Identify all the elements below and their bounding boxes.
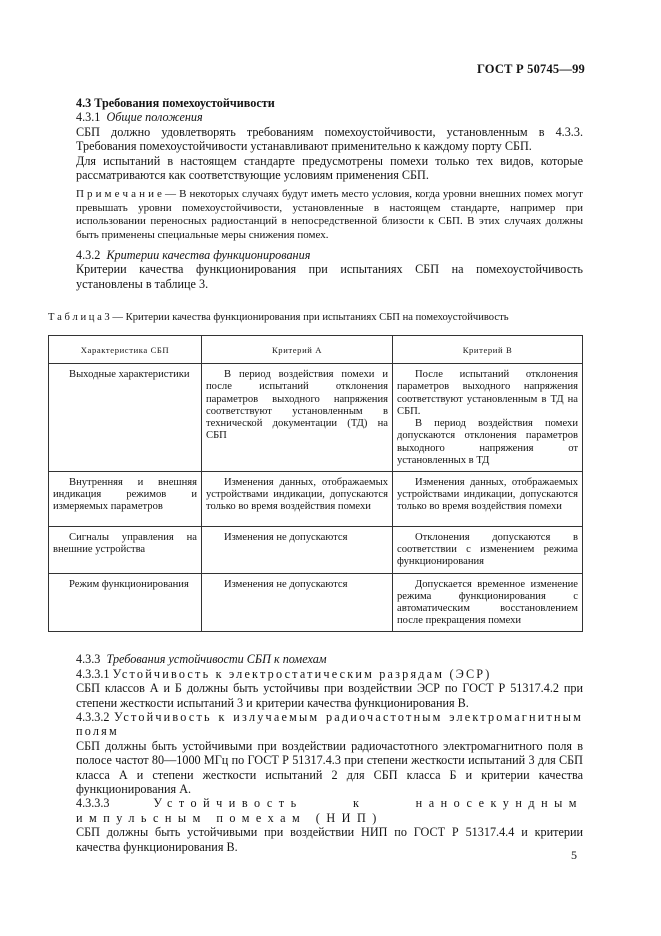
table-cell — [49, 471, 202, 526]
cell-text: Внутренняя и внешняя индикация режимов и измеряемых параметров — [53, 476, 197, 513]
table-header-cell: Характеристика СБП — [49, 336, 202, 364]
page-number: 5 — [571, 848, 577, 862]
subsection-number: 4.3.3 — [76, 652, 101, 667]
subsection-number: 4.3.1 — [76, 110, 101, 125]
subsection-heading-4-3-2 — [76, 248, 583, 262]
subsection-number: 4.3.2 — [76, 248, 101, 263]
table-cell — [202, 471, 393, 526]
table-cell — [202, 573, 393, 632]
table-row — [49, 471, 583, 526]
table-header-cell: Критерий А — [202, 336, 393, 364]
cell-text: Изменения не допускаются — [224, 578, 348, 590]
table-cell — [393, 526, 583, 573]
subsection-heading-4-3-3 — [76, 652, 583, 666]
table-header-row — [49, 336, 583, 364]
paragraph-requirements: СБП должно удовлетворять требованиям помехоустойчивости, установленным в 4.3.3. Требования помехоустойчивости устанавливают применительно к каждому порту СБП. — [76, 124, 583, 154]
cell-text: Выходные характеристики — [69, 369, 190, 381]
criteria-table — [48, 335, 583, 632]
clause-text-esd: СБП классов А и Б должны быть устойчивы при воздействии ЭСР по ГОСТ Р 51317.4.2 при степени жесткости испытаний 3 и критерии качества функционирования В. — [76, 681, 583, 710]
note-label: П р и м е ч а н и е — [76, 188, 162, 201]
clause-heading-4-3-3-3 — [76, 796, 583, 825]
table-cell — [202, 364, 393, 472]
table-caption — [48, 311, 583, 324]
cell-text: Изменения данных, отображаемых устройствами индикации, допускаются только во время воздействия помехи — [397, 476, 578, 513]
table-caption-text: — Критерии качества функционирования при испытаниях СБП на помехоустойчивость — [109, 312, 509, 324]
clause-heading-4-3-3-2 — [76, 710, 583, 739]
cell-text: В период воздействия помехи допускаются отклонения параметров выходного напряжения от установленных в ТД — [397, 418, 578, 466]
note-text: — В некоторых случаях будут иметь место условия, когда уровни внешних помех могут превышать уровни помехоустойчивости, установленные в настоящем стандарте, например при использовании переносных радиостанций в непосредственной близости к СБП. В этих случаях должны быть применены специальные меры снижения помех. — [76, 188, 583, 241]
subsection-title: Критерии качества функционирования — [106, 248, 311, 263]
table-caption-label: Т а б л и ц а 3 — [48, 312, 110, 324]
clause-number: 4.3.3.1 — [76, 666, 110, 681]
clause-title: Устойчивость к излучаемым радиочастотным электромагнитным полям — [76, 709, 583, 739]
table-cell — [393, 573, 583, 632]
table-cell — [49, 364, 202, 472]
spacer — [76, 632, 583, 652]
cell-text: Режим функционирования — [69, 578, 189, 590]
clause-number: 4.3.3.2 — [76, 709, 110, 724]
table-row — [49, 364, 583, 472]
clause-number: 4.3.3.3 — [76, 796, 110, 811]
cell-text: Изменения не допускаются — [224, 531, 348, 543]
clause-title: Устойчивость к электростатическим разрядам (ЭСР) — [112, 666, 492, 681]
spacer — [76, 291, 583, 311]
clause-title: Устойчивость к наносекундным импульсным помехам (НИП) — [76, 796, 583, 825]
clause-text-rf: СБП должны быть устойчивыми при воздействии радиочастотного электромагнитного поля в полосе частот 80—1000 МГц по ГОСТ Р 51317.4.3 при степени жесткости испытаний 3 для СБП класса А и степени жесткости испытаний 2 для СБП класса Б и критерии качества функционирования А. — [76, 738, 583, 796]
subsection-title: Общие положения — [106, 110, 203, 125]
document-body — [48, 96, 583, 854]
cell-text: Отклонения допускаются в соответствии с изменением режима функционирования — [397, 531, 578, 568]
table-row — [49, 573, 583, 632]
table-header-cell: Критерий В — [393, 336, 583, 364]
paragraph-criteria-ref: Критерии качества функционирования при испытаниях СБП на помехоустойчивость установлены в таблице 3. — [76, 262, 583, 291]
subsection-title: Требования устойчивости СБП к помехам — [106, 652, 327, 667]
table-cell — [393, 364, 583, 472]
table-cell — [49, 526, 202, 573]
clause-text-nip: СБП должны быть устойчивыми при воздействии НИП по ГОСТ Р 51317.4.4 и критерии качества функционирования В. — [76, 825, 583, 854]
cell-text: В период воздействия помехи и после испытаний отклонения параметров выходного напряжения соответствуют установленным в технической документации (ТД) на СБП — [206, 369, 388, 442]
cell-text: Допускается временное изменение режима функционирования с автоматическим восстановлением после прекращения помехи — [397, 578, 578, 627]
table-cell — [202, 526, 393, 573]
cell-text: Изменения данных, отображаемых устройствами индикации, допускаются только во время воздействия помехи — [206, 476, 388, 513]
cell-text: Сигналы управления на внешние устройства — [53, 531, 197, 556]
paragraph-test-types: Для испытаний в настоящем стандарте предусмотрены помехи только тех видов, которые рассматриваются как соответствующие условиям применения СБП. — [76, 153, 583, 183]
table-cell — [393, 471, 583, 526]
document-header-code: ГОСТ Р 50745—99 — [476, 62, 585, 76]
cell-text: После испытаний отклонения параметров выходного напряжения соответствуют установленным в ТД на СБП. — [397, 369, 578, 417]
section-title: 4.3 Требования помехоустойчивости — [76, 96, 275, 110]
subsection-heading-4-3-1 — [76, 110, 583, 124]
table-cell — [49, 573, 202, 632]
clause-heading-4-3-3-1 — [76, 667, 583, 681]
table-row — [49, 526, 583, 573]
note-paragraph — [76, 188, 583, 242]
